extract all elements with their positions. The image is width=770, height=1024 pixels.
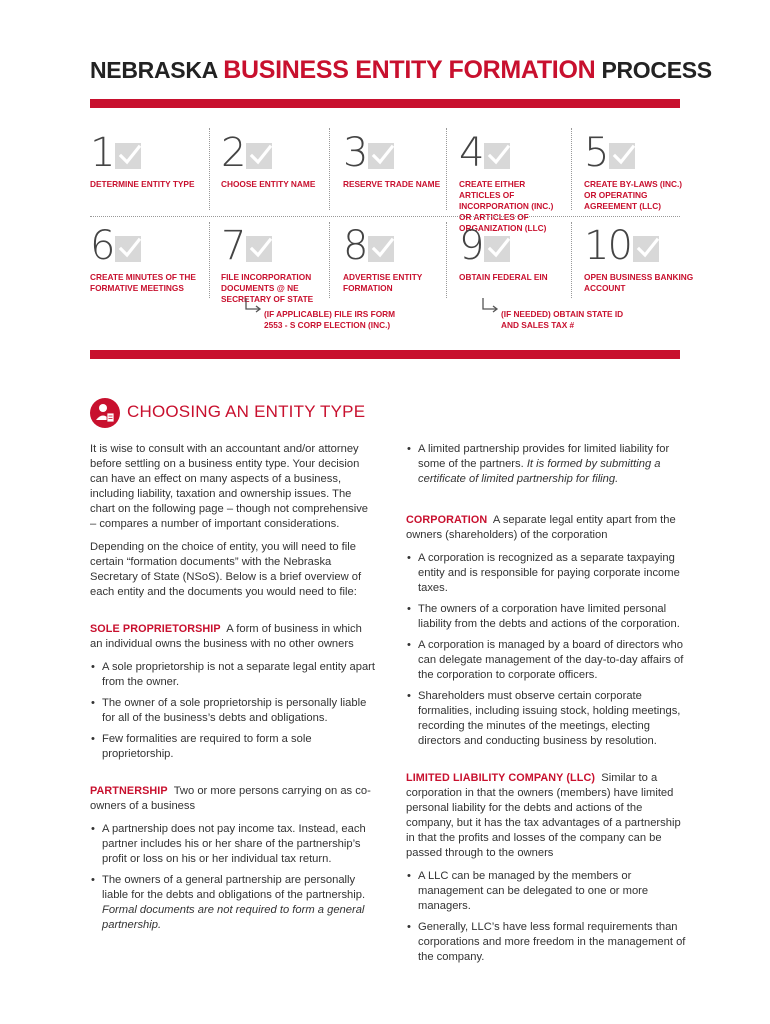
list-item: • A corporation is managed by a board of directors who can delegate management of the day-to-day affairs of the corporation to corporate officers.	[406, 638, 686, 683]
step-label: CHOOSE ENTITY NAME	[221, 179, 316, 189]
col-divider	[209, 128, 210, 210]
step-9	[459, 223, 567, 283]
step-label: CREATE MINUTES OF THE FORMATIVE MEETINGS	[90, 272, 196, 293]
step-4	[459, 130, 567, 234]
checkmark-icon	[368, 236, 394, 262]
step-label: CREATE EITHER ARTICLES OF INCORPORATION (INC.) OR ARTICLES OF ORGANIZATION (LLC)	[459, 179, 554, 233]
top-rule	[90, 99, 680, 108]
arrow-right-icon	[243, 297, 263, 317]
checkmark-icon	[246, 236, 272, 262]
step-number: 3	[343, 130, 367, 176]
checkmark-icon	[484, 143, 510, 169]
bottom-rule	[90, 350, 680, 359]
page-title	[90, 56, 712, 85]
step-label: OPEN BUSINESS BANKING ACCOUNT	[584, 272, 694, 293]
col-divider	[329, 222, 330, 298]
partnership-list	[90, 822, 375, 933]
list-item-note: Formal documents are not required to form a general partnership.	[102, 904, 365, 931]
list-item: • The owner of a sole proprietorship is personally liable for all of the business’s debts and obligations.	[90, 696, 375, 726]
step-3	[343, 130, 455, 190]
step-6	[90, 223, 202, 294]
step-1	[90, 130, 202, 190]
step-label: FILE INCORPORATION DOCUMENTS @ NE SECRETARY OF STATE	[221, 272, 314, 304]
partnership-heading: PARTNERSHIP	[90, 785, 168, 797]
section-title: CHOOSING AN ENTITY TYPE	[127, 402, 366, 421]
step-7	[221, 223, 333, 305]
right-column	[406, 442, 686, 973]
note-state-id: (IF NEEDED) OBTAIN STATE ID AND SALES TAX #	[501, 309, 624, 330]
intro-paragraph: It is wise to consult with an accountant and/or attorney before settling on a business entity type. Your decision can have an effect on many aspects of a business, including liability, taxation and ownership issues. The chart on the following page – though not comprehensive – compares a number of important considerations.	[90, 443, 369, 530]
title-part2: PROCESS	[601, 57, 712, 83]
row-divider	[90, 216, 680, 217]
sole-proprietorship-list	[90, 660, 375, 762]
llc-list	[406, 869, 686, 965]
list-item: • The owners of a corporation have limited personal liability from the debts and actions of the corporation.	[406, 602, 686, 632]
arrow-right-icon	[480, 297, 500, 317]
title-part1: NEBRASKA	[90, 57, 218, 83]
sole-proprietorship-paragraph	[90, 622, 375, 652]
checkmark-icon	[484, 236, 510, 262]
step-number: 4	[459, 130, 483, 176]
checkmark-icon	[609, 143, 635, 169]
list-item-text: The owners of a general partnership are personally liable for the debts and obligations of the partnership.	[102, 874, 366, 901]
step-number: 1	[90, 130, 114, 176]
llc-heading: LIMITED LIABILITY COMPANY (LLC)	[406, 772, 596, 784]
list-item-text: A limited partnership provides for limited liability for some of the partners.	[418, 443, 670, 470]
step-10	[584, 223, 696, 294]
checkmark-icon	[115, 143, 141, 169]
col-divider	[329, 128, 330, 210]
list-item: • A LLC can be managed by the members or management can be delegated to one or more managers.	[406, 869, 686, 914]
note-irs-form: (IF APPLICABLE) FILE IRS FORM 2553 - S CORP ELECTION (INC.)	[264, 309, 396, 330]
partnership-paragraph	[90, 784, 375, 814]
step-label: ADVERTISE ENTITY FORMATION	[343, 272, 423, 293]
limited-partnership-list	[406, 442, 686, 487]
llc-desc: Similar to a corporation in that the owners (members) have limited personal liability for the debts and actions of the company, but it has the tax advantages of a partnership in that the profits and losses of the company can be passed through to the owners	[406, 772, 681, 859]
col-divider	[571, 222, 572, 298]
llc-paragraph	[406, 771, 686, 861]
step-label: CREATE BY-LAWS (INC.) OR OPERATING AGREEMENT (LLC)	[584, 179, 683, 211]
checkmark-icon	[115, 236, 141, 262]
list-item	[90, 873, 375, 933]
step-2	[221, 130, 333, 190]
sole-proprietorship-desc: A form of business in which an individual owns the business with no other owners	[90, 623, 362, 650]
list-item: • Shareholders must observe certain corporate formalities, including issuing stock, holding meetings, recording the minutes of the meetings, electing directors and conducting business by resolution.	[406, 689, 686, 749]
checkmark-icon	[368, 143, 394, 169]
title-accent: BUSINESS ENTITY FORMATION	[223, 56, 596, 84]
list-item: • A corporation is recognized as a separate taxpaying entity and is responsible for paying corporate income taxes.	[406, 551, 686, 596]
col-divider	[446, 128, 447, 210]
left-column	[90, 442, 375, 941]
partnership-desc: Two or more persons carrying on as co-owners of a business	[90, 785, 371, 812]
corporation-desc: A separate legal entity apart from the owners (shareholders) of the corporation	[406, 514, 676, 541]
list-item: • A sole proprietorship is not a separate legal entity apart from the owner.	[90, 660, 375, 690]
step-label: RESERVE TRADE NAME	[343, 179, 441, 189]
list-item: • Few formalities are required to form a sole proprietorship.	[90, 732, 375, 762]
person-document-icon	[90, 398, 120, 428]
step-number: 9	[459, 223, 483, 269]
col-divider	[209, 222, 210, 298]
col-divider	[571, 128, 572, 210]
step-number: 5	[584, 130, 608, 176]
step-8	[343, 223, 455, 294]
sole-proprietorship-heading: SOLE PROPRIETORSHIP	[90, 623, 221, 635]
list-item-note: It is formed by submitting a certificate of limited partnership for filing.	[418, 458, 661, 485]
list-item: • A partnership does not pay income tax. Instead, each partner includes his or her share of the partnership’s profit or loss on his or her individual tax return.	[90, 822, 375, 867]
step-label: OBTAIN FEDERAL EIN	[459, 272, 548, 282]
corporation-list	[406, 551, 686, 749]
intro-paragraph: Depending on the choice of entity, you will need to file certain “formation documents” with the Nebraska Secretary of State (NSoS). Below is a brief overview of each entity and the documents you would need to file:	[90, 541, 362, 598]
step-5	[584, 130, 696, 212]
list-item: • Generally, LLC’s have less formal requirements than corporations and more freedom in the management of the company.	[406, 920, 686, 965]
corporation-heading: CORPORATION	[406, 514, 488, 526]
checkmark-icon	[633, 236, 659, 262]
step-number: 8	[343, 223, 367, 269]
step-label: DETERMINE ENTITY TYPE	[90, 179, 195, 189]
step-number: 7	[221, 223, 245, 269]
step-number: 2	[221, 130, 245, 176]
step-number: 6	[90, 223, 114, 269]
corporation-paragraph	[406, 513, 686, 543]
list-item	[406, 442, 686, 487]
col-divider	[446, 222, 447, 298]
checkmark-icon	[246, 143, 272, 169]
step-number: 10	[584, 223, 631, 269]
